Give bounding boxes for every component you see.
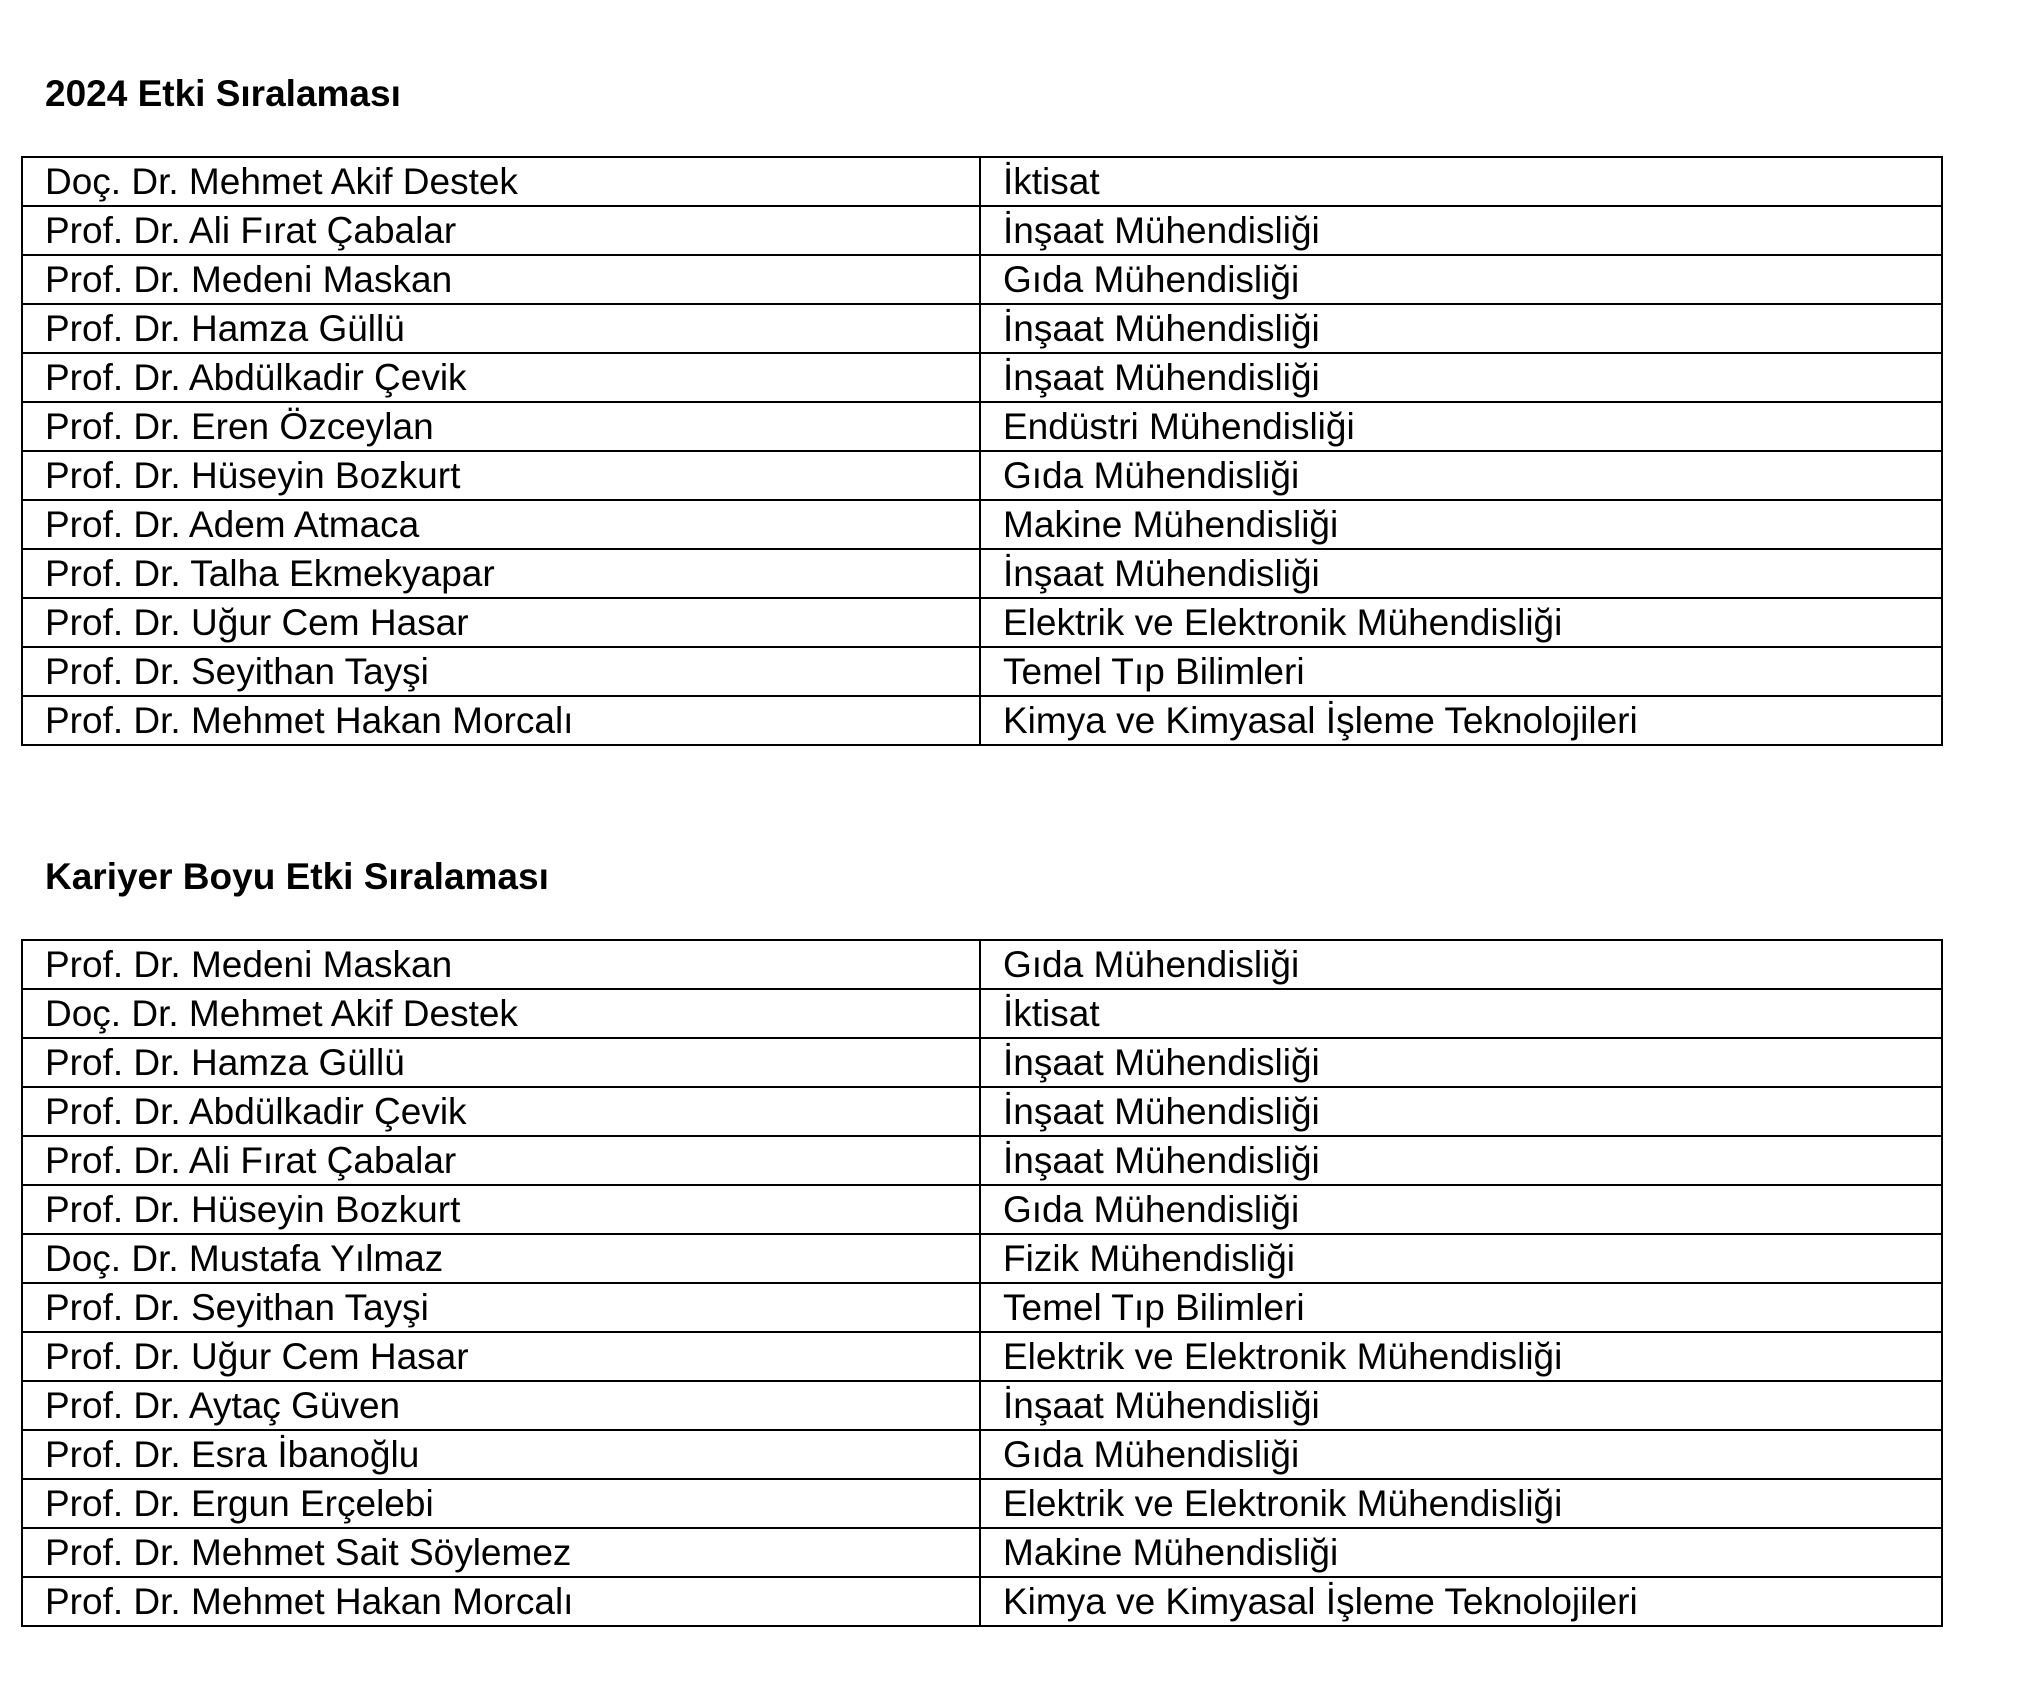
rankings-2024-table-body [22, 157, 1942, 745]
researcher-name-cell: Prof. Dr. Mehmet Hakan Morcalı [22, 1577, 980, 1626]
table-row [22, 1479, 1942, 1528]
table-row [22, 1087, 1942, 1136]
department-cell: Elektrik ve Elektronik Mühendisliği [980, 1479, 1942, 1528]
table-row [22, 206, 1942, 255]
researcher-name-cell: Prof. Dr. Hüseyin Bozkurt [22, 451, 980, 500]
rankings-2024-table [21, 156, 1943, 746]
section-title-career-rankings: Kariyer Boyu Etki Sıralaması [45, 856, 549, 897]
researcher-name-cell: Prof. Dr. Eren Özceylan [22, 402, 980, 451]
researcher-name-cell: Prof. Dr. Talha Ekmekyapar [22, 549, 980, 598]
researcher-name-cell: Prof. Dr. Abdülkadir Çevik [22, 353, 980, 402]
department-cell: Temel Tıp Bilimleri [980, 647, 1942, 696]
department-cell: Makine Mühendisliği [980, 1528, 1942, 1577]
researcher-name-cell: Prof. Dr. Adem Atmaca [22, 500, 980, 549]
researcher-name-cell: Doç. Dr. Mustafa Yılmaz [22, 1234, 980, 1283]
department-cell: İnşaat Mühendisliği [980, 353, 1942, 402]
researcher-name-cell: Prof. Dr. Ali Fırat Çabalar [22, 206, 980, 255]
table-row [22, 647, 1942, 696]
researcher-name-cell: Prof. Dr. Ali Fırat Çabalar [22, 1136, 980, 1185]
table-row [22, 989, 1942, 1038]
researcher-name-cell: Prof. Dr. Aytaç Güven [22, 1381, 980, 1430]
department-cell: Kimya ve Kimyasal İşleme Teknolojileri [980, 1577, 1942, 1626]
table-row [22, 157, 1942, 206]
department-cell: İnşaat Mühendisliği [980, 1087, 1942, 1136]
table-row [22, 1332, 1942, 1381]
researcher-name-cell: Prof. Dr. Mehmet Hakan Morcalı [22, 696, 980, 745]
department-cell: Gıda Mühendisliği [980, 255, 1942, 304]
department-cell: Fizik Mühendisliği [980, 1234, 1942, 1283]
table-row [22, 255, 1942, 304]
table-row [22, 1577, 1942, 1626]
department-cell: İnşaat Mühendisliği [980, 1136, 1942, 1185]
table-row [22, 696, 1942, 745]
researcher-name-cell: Prof. Dr. Esra İbanoğlu [22, 1430, 980, 1479]
researcher-name-cell: Doç. Dr. Mehmet Akif Destek [22, 157, 980, 206]
researcher-name-cell: Prof. Dr. Medeni Maskan [22, 255, 980, 304]
table-row [22, 1283, 1942, 1332]
table-row [22, 940, 1942, 989]
department-cell: Elektrik ve Elektronik Mühendisliği [980, 1332, 1942, 1381]
researcher-name-cell: Prof. Dr. Abdülkadir Çevik [22, 1087, 980, 1136]
department-cell: İnşaat Mühendisliği [980, 549, 1942, 598]
researcher-name-cell: Prof. Dr. Mehmet Sait Söylemez [22, 1528, 980, 1577]
rankings-career-table [21, 939, 1943, 1627]
table-row [22, 1136, 1942, 1185]
rankings-career-table-body [22, 940, 1942, 1626]
researcher-name-cell: Doç. Dr. Mehmet Akif Destek [22, 989, 980, 1038]
researcher-name-cell: Prof. Dr. Hamza Güllü [22, 1038, 980, 1087]
researcher-name-cell: Prof. Dr. Uğur Cem Hasar [22, 598, 980, 647]
researcher-name-cell: Prof. Dr. Seyithan Tayşi [22, 1283, 980, 1332]
department-cell: Gıda Mühendisliği [980, 1430, 1942, 1479]
department-cell: Makine Mühendisliği [980, 500, 1942, 549]
table-row [22, 1381, 1942, 1430]
researcher-name-cell: Prof. Dr. Hüseyin Bozkurt [22, 1185, 980, 1234]
department-cell: Gıda Mühendisliği [980, 1185, 1942, 1234]
table-row [22, 1185, 1942, 1234]
department-cell: İktisat [980, 157, 1942, 206]
table-row [22, 598, 1942, 647]
department-cell: İnşaat Mühendisliği [980, 304, 1942, 353]
department-cell: Kimya ve Kimyasal İşleme Teknolojileri [980, 696, 1942, 745]
table-row [22, 1234, 1942, 1283]
table-row [22, 1528, 1942, 1577]
department-cell: Gıda Mühendisliği [980, 451, 1942, 500]
table-row [22, 1430, 1942, 1479]
table-row [22, 304, 1942, 353]
department-cell: Gıda Mühendisliği [980, 940, 1942, 989]
department-cell: Elektrik ve Elektronik Mühendisliği [980, 598, 1942, 647]
researcher-name-cell: Prof. Dr. Hamza Güllü [22, 304, 980, 353]
table-row [22, 549, 1942, 598]
section-title-2024-rankings: 2024 Etki Sıralaması [45, 73, 401, 114]
department-cell: Endüstri Mühendisliği [980, 402, 1942, 451]
department-cell: İktisat [980, 989, 1942, 1038]
department-cell: Temel Tıp Bilimleri [980, 1283, 1942, 1332]
table-row [22, 353, 1942, 402]
table-row [22, 451, 1942, 500]
table-row [22, 500, 1942, 549]
department-cell: İnşaat Mühendisliği [980, 1381, 1942, 1430]
researcher-name-cell: Prof. Dr. Medeni Maskan [22, 940, 980, 989]
researcher-name-cell: Prof. Dr. Ergun Erçelebi [22, 1479, 980, 1528]
department-cell: İnşaat Mühendisliği [980, 206, 1942, 255]
department-cell: İnşaat Mühendisliği [980, 1038, 1942, 1087]
table-row [22, 1038, 1942, 1087]
table-row [22, 402, 1942, 451]
researcher-name-cell: Prof. Dr. Seyithan Tayşi [22, 647, 980, 696]
researcher-name-cell: Prof. Dr. Uğur Cem Hasar [22, 1332, 980, 1381]
